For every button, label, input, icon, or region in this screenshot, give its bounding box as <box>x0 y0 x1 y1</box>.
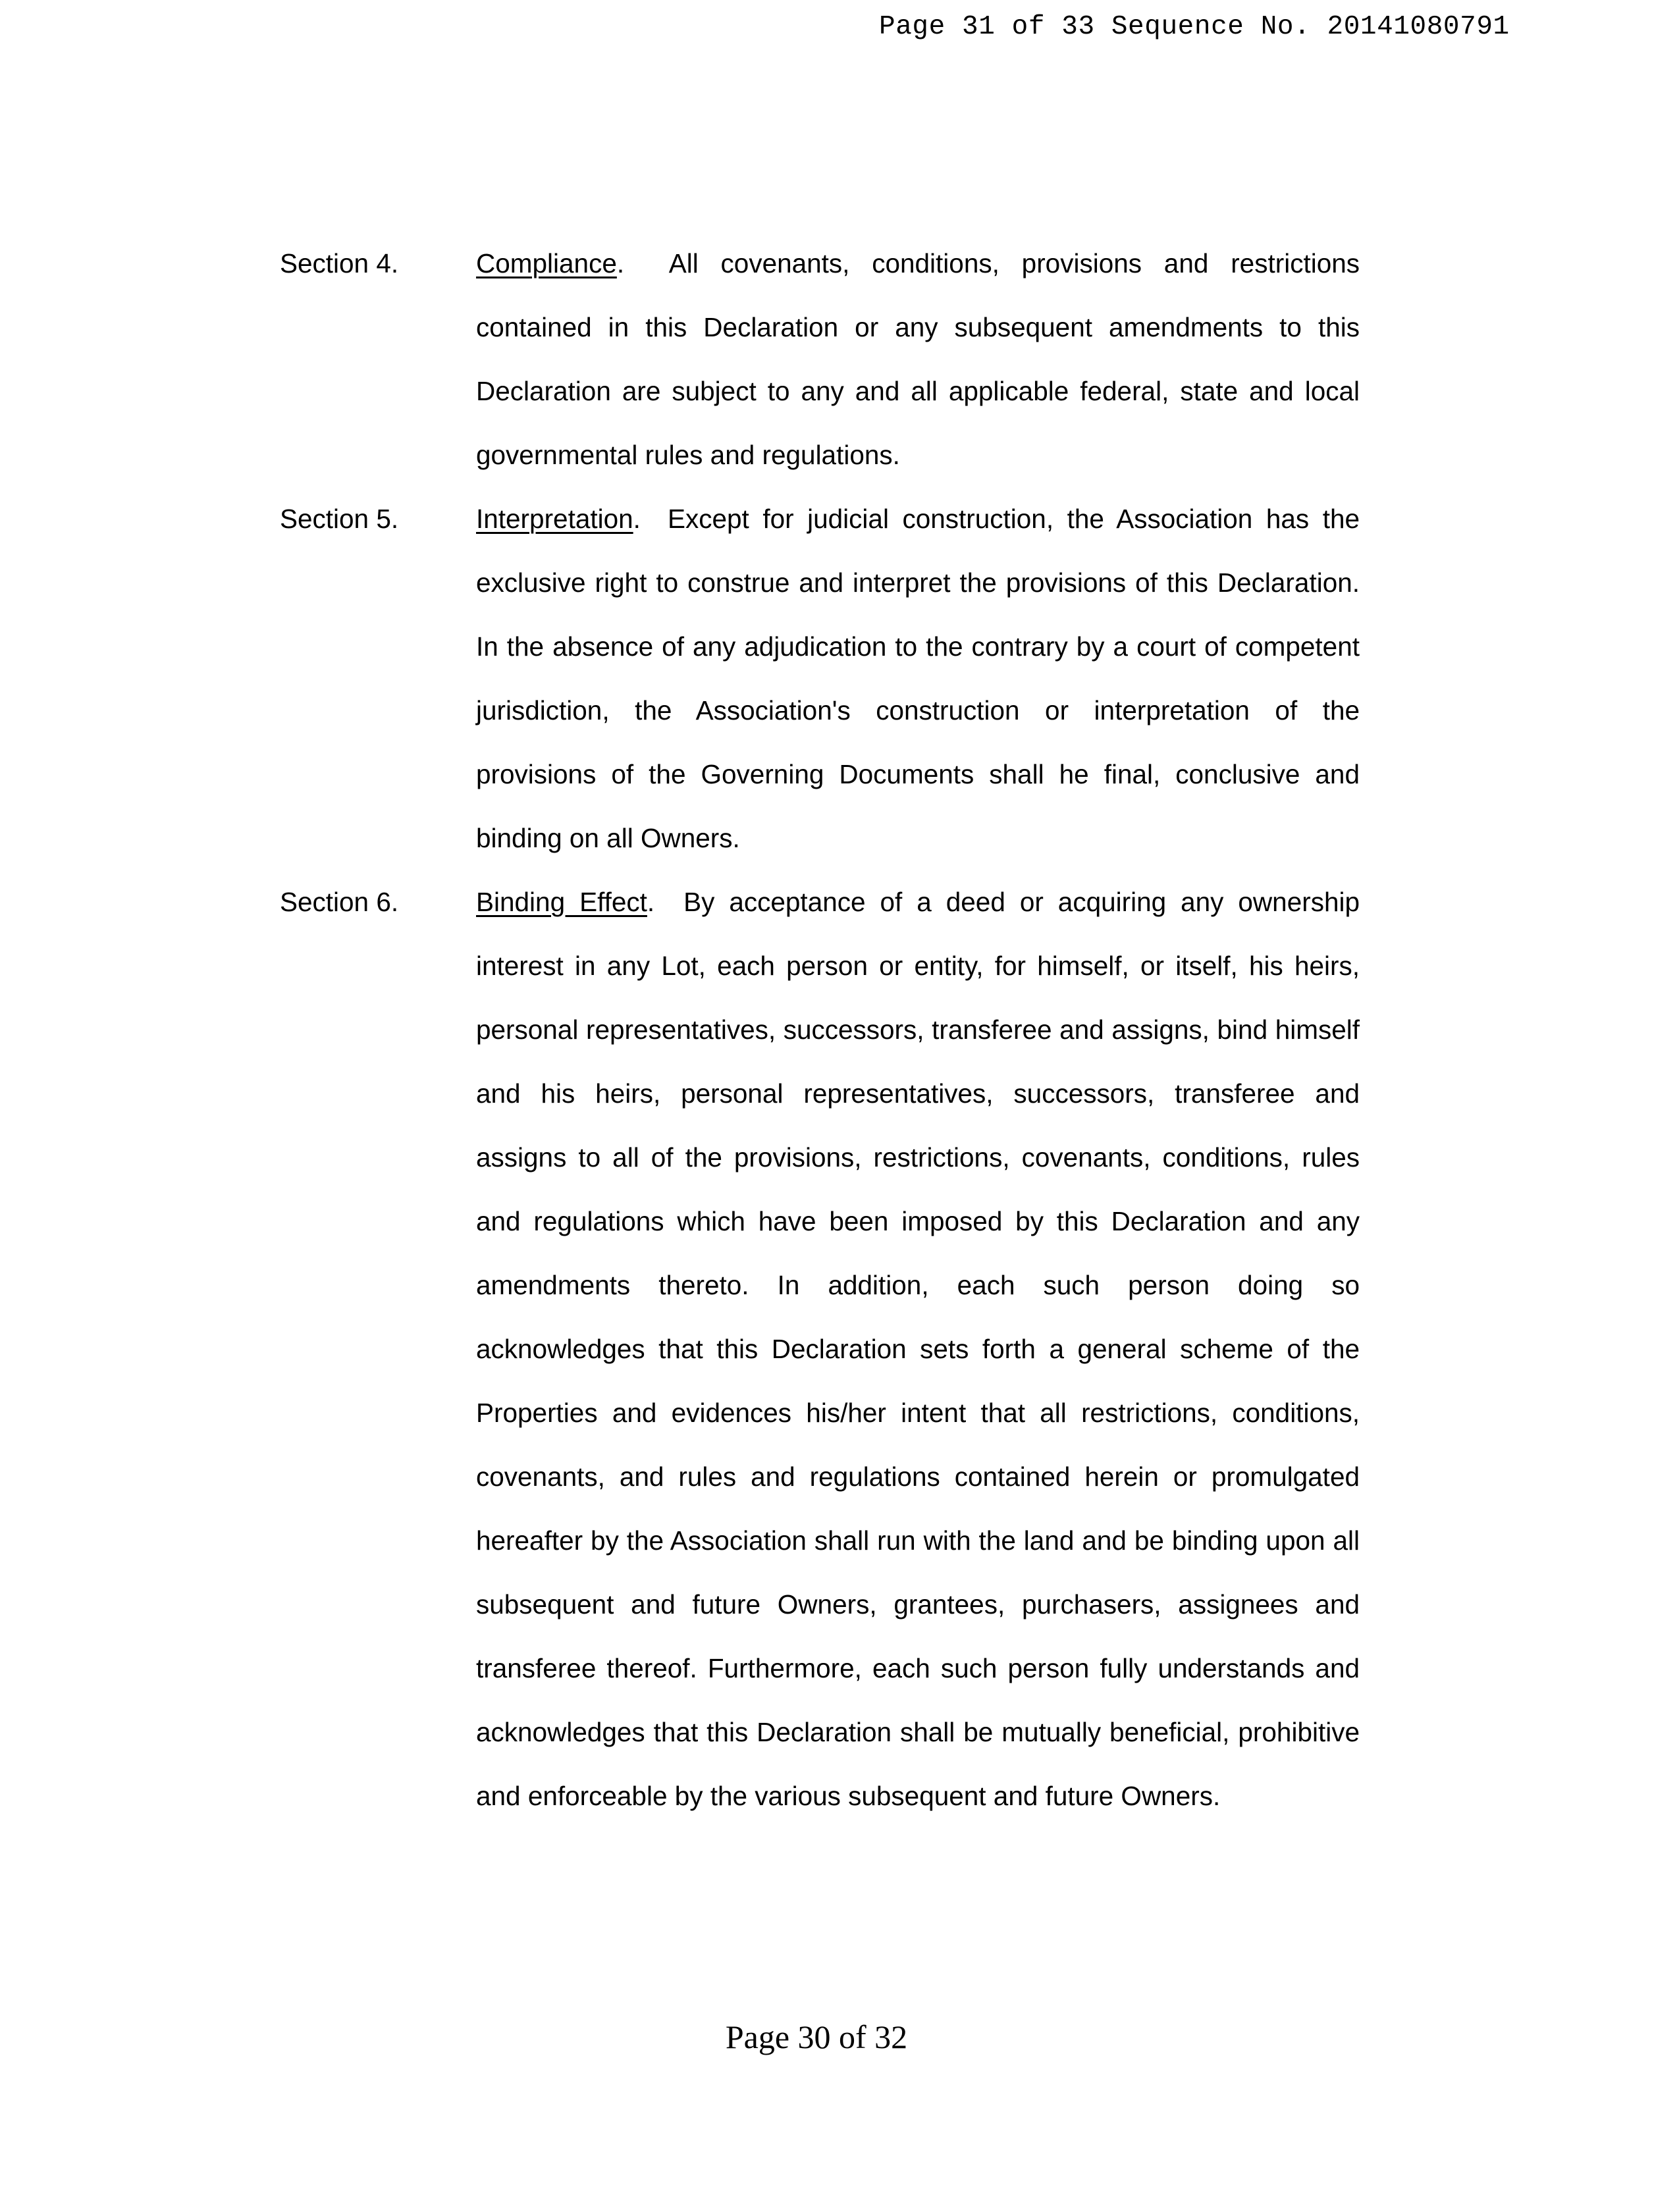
section-body: Interpretation. Except for judicial construction, the Association has the exclusive right to construe and interpret the provisions of this Declaration. In the absence of any adjudication to the contrary by a court of competent jurisdiction, the Association's construction or interpretation of the provisions of the Governing Documents shall he final, conclusive and binding on all Owners. <box>476 504 1360 853</box>
section-title: Binding Effect <box>476 887 647 917</box>
section-title: Compliance <box>476 248 617 278</box>
section-label: Section 6. <box>280 887 399 917</box>
section-text: All covenants, conditions, provisions and restrictions contained in this Declaration or any subsequent amendments to this Declaration are subject to any and all applicable federal, state and local governmental rules and regulations. <box>476 248 1360 470</box>
section-text: By acceptance of a deed or acquiring any ownership interest in any Lot, each person or entity, for himself, or itself, his heirs, personal representatives, successors, transferee and assigns, bind himself and his heirs, personal representatives, successors, transferee and assigns to all of the provisions, restrictions, covenants, conditions, rules and regulations which have been imposed by this Declaration and any amendments thereto. In addition, each such person doing so acknowledges that this Declaration sets forth a general scheme of the Properties and evidences his/her intent that all restrictions, conditions, covenants, and rules and regulations contained herein or promulgated hereafter by the Association shall run with the land and be binding upon all subsequent and future Owners, grantees, purchasers, assignees and transferee thereof. Furthermore, each such person fully understands and acknowledges that this Declaration shall be mutually beneficial, prohibitive and enforceable by the various subsequent and future Owners. <box>476 887 1360 1811</box>
section-body: Compliance. All covenants, conditions, provisions and restrictions contained in this Declaration or any subsequent amendments to this Declaration are subject to any and all applicable federal, state and local governmental rules and regulations. <box>476 248 1360 470</box>
page-number-footer: Page 30 of 32 <box>725 2018 908 2055</box>
section-label: Section 5. <box>280 504 399 534</box>
section-text: Except for judicial construction, the Association has the exclusive right to construe and interpret the provisions of this Declaration. In the absence of any adjudication to the contrary by a court of competent jurisdiction, the Association's construction or interpretation of the provisions of the Governing Documents shall he final, conclusive and binding on all Owners. <box>476 504 1360 853</box>
recording-page-header: Page 31 of 33 Sequence No. 20141080791 <box>879 12 1510 42</box>
section-title: Interpretation <box>476 504 633 534</box>
section-body: Binding Effect. By acceptance of a deed or acquiring any ownership interest in any Lot, each person or entity, for himself, or itself, his heirs, personal representatives, successors, transferee and assigns, bind himself and his heirs, personal representatives, successors, transferee and assigns to all of the provisions, restrictions, covenants, conditions, rules and regulations which have been imposed by this Declaration and any amendments thereto. In addition, each such person doing so acknowledges that this Declaration sets forth a general scheme of the Properties and evidences his/her intent that all restrictions, conditions, covenants, and rules and regulations contained herein or promulgated hereafter by the Association shall run with the land and be binding upon all subsequent and future Owners, grantees, purchasers, assignees and transferee thereof. Furthermore, each such person fully understands and acknowledges that this Declaration shall be mutually beneficial, prohibitive and enforceable by the various subsequent and future Owners. <box>476 887 1360 1811</box>
section-label: Section 4. <box>280 248 399 278</box>
